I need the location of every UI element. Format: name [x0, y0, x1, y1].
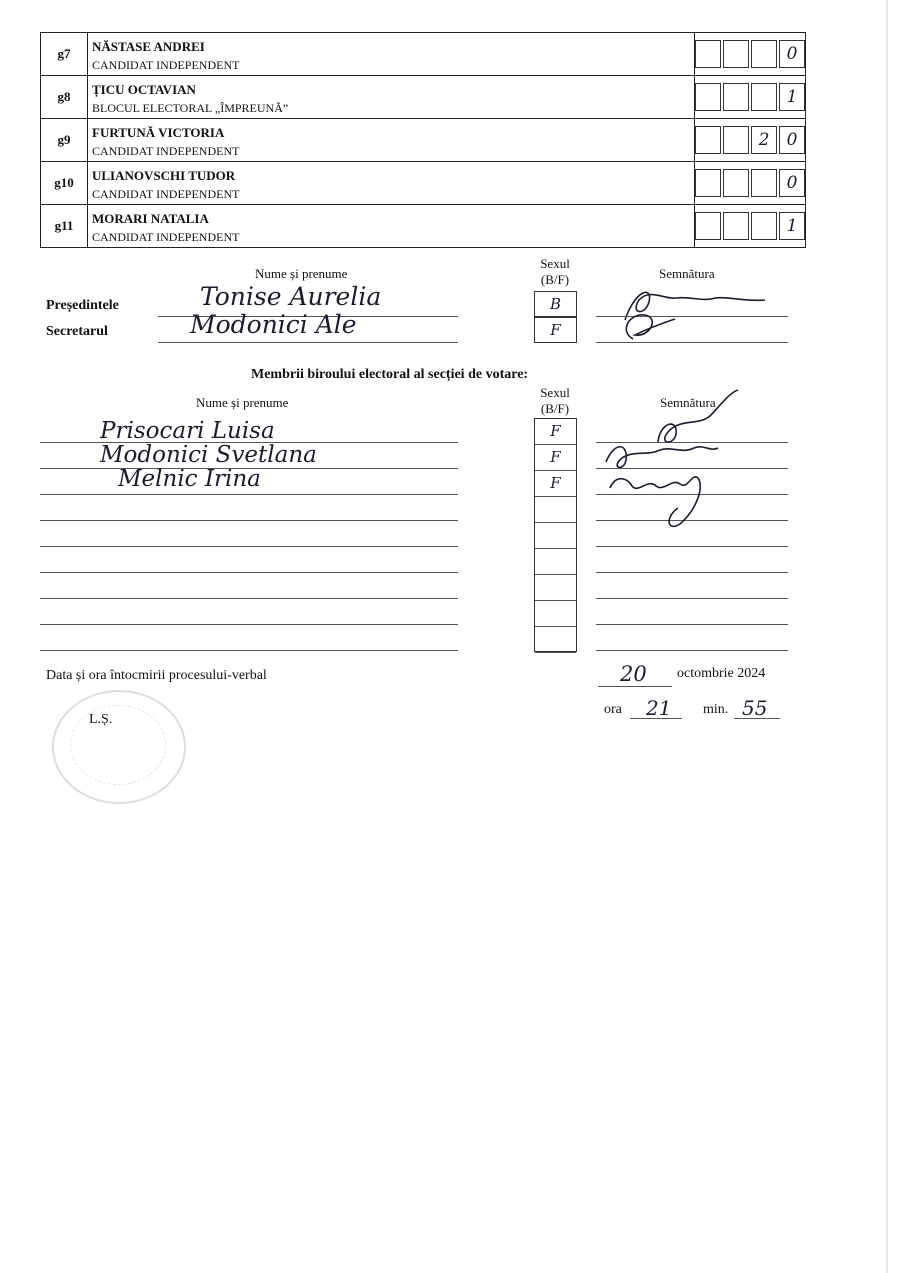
vote-digit-box — [751, 83, 777, 111]
president-name: Tonise Aurelia — [200, 282, 382, 311]
member-sex-cell — [535, 523, 576, 549]
officials-sex-header: Sexul (B/F) — [540, 256, 570, 287]
member-signature-line — [596, 624, 788, 625]
member-name-line — [40, 520, 458, 521]
vote-digit-box — [695, 83, 721, 111]
vote-digit-box: 0 — [779, 40, 805, 68]
date-label: Data și ora întocmirii procesului-verbal — [46, 668, 267, 683]
secretary-sex: F — [534, 317, 577, 343]
vote-digit-box: 2 — [751, 126, 777, 154]
candidate-cell — [88, 76, 695, 119]
candidate-name: FURTUNĂ VICTORIA — [92, 125, 225, 140]
candidate-party: CANDIDAT INDEPENDENT — [92, 230, 240, 244]
candidate-votes — [695, 33, 806, 76]
candidate-row — [41, 119, 806, 162]
candidate-party: CANDIDAT INDEPENDENT — [92, 144, 240, 158]
member-name-line — [40, 494, 458, 495]
date-day: 20 — [620, 662, 647, 686]
candidate-cell — [88, 205, 695, 248]
vote-digit-box: 0 — [779, 126, 805, 154]
vote-digit-box: 0 — [779, 169, 805, 197]
member-name-line — [40, 624, 458, 625]
vote-digit-box — [695, 126, 721, 154]
members-name-header: Nume și prenume — [196, 395, 289, 410]
candidate-name: ULIANOVSCHI TUDOR — [92, 168, 236, 183]
seal-label: L.Ș. — [89, 712, 113, 727]
candidate-cell — [88, 162, 695, 205]
secretary-name: Modonici Ale — [190, 310, 357, 339]
candidate-votes — [695, 205, 806, 248]
date-day-line — [598, 686, 672, 687]
hour-label: ora — [604, 702, 622, 717]
candidate-code: g9 — [41, 119, 88, 162]
member-sex-cell: F — [535, 445, 576, 471]
president-sex: B — [534, 291, 577, 317]
candidate-name: ȚICU OCTAVIAN — [92, 82, 196, 97]
president-label: Președintele — [46, 298, 119, 313]
vote-digit-box — [723, 40, 749, 68]
min-label: min. — [703, 702, 729, 717]
candidate-row — [41, 205, 806, 248]
vote-digit-box — [751, 212, 777, 240]
candidate-party: CANDIDAT INDEPENDENT — [92, 187, 240, 201]
vote-digit-box: 1 — [779, 83, 805, 111]
candidate-row — [41, 162, 806, 205]
candidate-code: g11 — [41, 205, 88, 248]
vote-digit-box: 1 — [779, 212, 805, 240]
members-signature-header: Semnătura — [660, 395, 716, 410]
secretary-name-line — [158, 342, 458, 343]
hour-line — [630, 718, 682, 719]
candidate-code: g10 — [41, 162, 88, 205]
vote-digit-box — [751, 40, 777, 68]
seal-stamp-inner — [70, 705, 166, 785]
candidate-votes — [695, 76, 806, 119]
member-signature-line — [596, 598, 788, 599]
candidate-code: g7 — [41, 33, 88, 76]
candidate-row — [41, 76, 806, 119]
date-month-year: octombrie 2024 — [677, 666, 766, 681]
member-sex-cell — [535, 627, 576, 653]
candidate-row — [41, 33, 806, 76]
vote-digit-box — [695, 212, 721, 240]
member-name: Melnic Irina — [118, 466, 261, 492]
min-value: 55 — [742, 696, 768, 720]
member-signature-line — [596, 650, 788, 651]
member-name-line — [40, 572, 458, 573]
vote-digit-box — [723, 126, 749, 154]
candidate-name: MORARI NATALIA — [92, 211, 209, 226]
member-signature-line — [596, 572, 788, 573]
vote-digit-box — [723, 169, 749, 197]
member-sex-cell: F — [535, 471, 576, 497]
officials-signature-header: Semnătura — [659, 266, 715, 281]
min-line — [734, 718, 780, 719]
member-name-line — [40, 546, 458, 547]
candidate-party: CANDIDAT INDEPENDENT — [92, 58, 240, 72]
members-sex-header: Sexul (B/F) — [540, 385, 570, 416]
candidate-code: g8 — [41, 76, 88, 119]
member-sex-cell — [535, 497, 576, 523]
member-name: Modonici Svetlana — [100, 442, 317, 468]
officials-name-header: Nume și prenume — [255, 266, 348, 281]
vote-digit-box — [695, 40, 721, 68]
candidate-party: BLOCUL ELECTORAL „ÎMPREUNĂ” — [92, 101, 289, 115]
vote-digit-box — [723, 83, 749, 111]
vote-digit-box — [751, 169, 777, 197]
hour-value: 21 — [646, 696, 672, 720]
member-sex-cell: F — [535, 419, 576, 445]
secretary-signature-line — [596, 342, 788, 343]
member-signature-line — [596, 546, 788, 547]
candidate-votes — [695, 119, 806, 162]
secretary-signature — [615, 305, 695, 347]
vote-digit-box — [723, 212, 749, 240]
vote-digit-box — [695, 169, 721, 197]
members-title: Membrii biroului electoral al secției de votare: — [251, 367, 529, 382]
candidate-cell — [88, 119, 695, 162]
secretary-label: Secretarul — [46, 324, 108, 339]
member-name: Prisocari Luisa — [100, 418, 275, 444]
candidate-name: NĂSTASE ANDREI — [92, 39, 205, 54]
candidate-votes — [695, 162, 806, 205]
member-name-line — [40, 650, 458, 651]
member-sex-cell — [535, 601, 576, 627]
members-signatures — [598, 382, 748, 532]
members-sex-grid — [534, 418, 577, 652]
candidate-cell — [88, 33, 695, 76]
page-edge-shadow — [886, 0, 888, 1273]
member-sex-cell — [535, 549, 576, 575]
candidates-table — [40, 32, 806, 248]
member-name-line — [40, 598, 458, 599]
member-sex-cell — [535, 575, 576, 601]
